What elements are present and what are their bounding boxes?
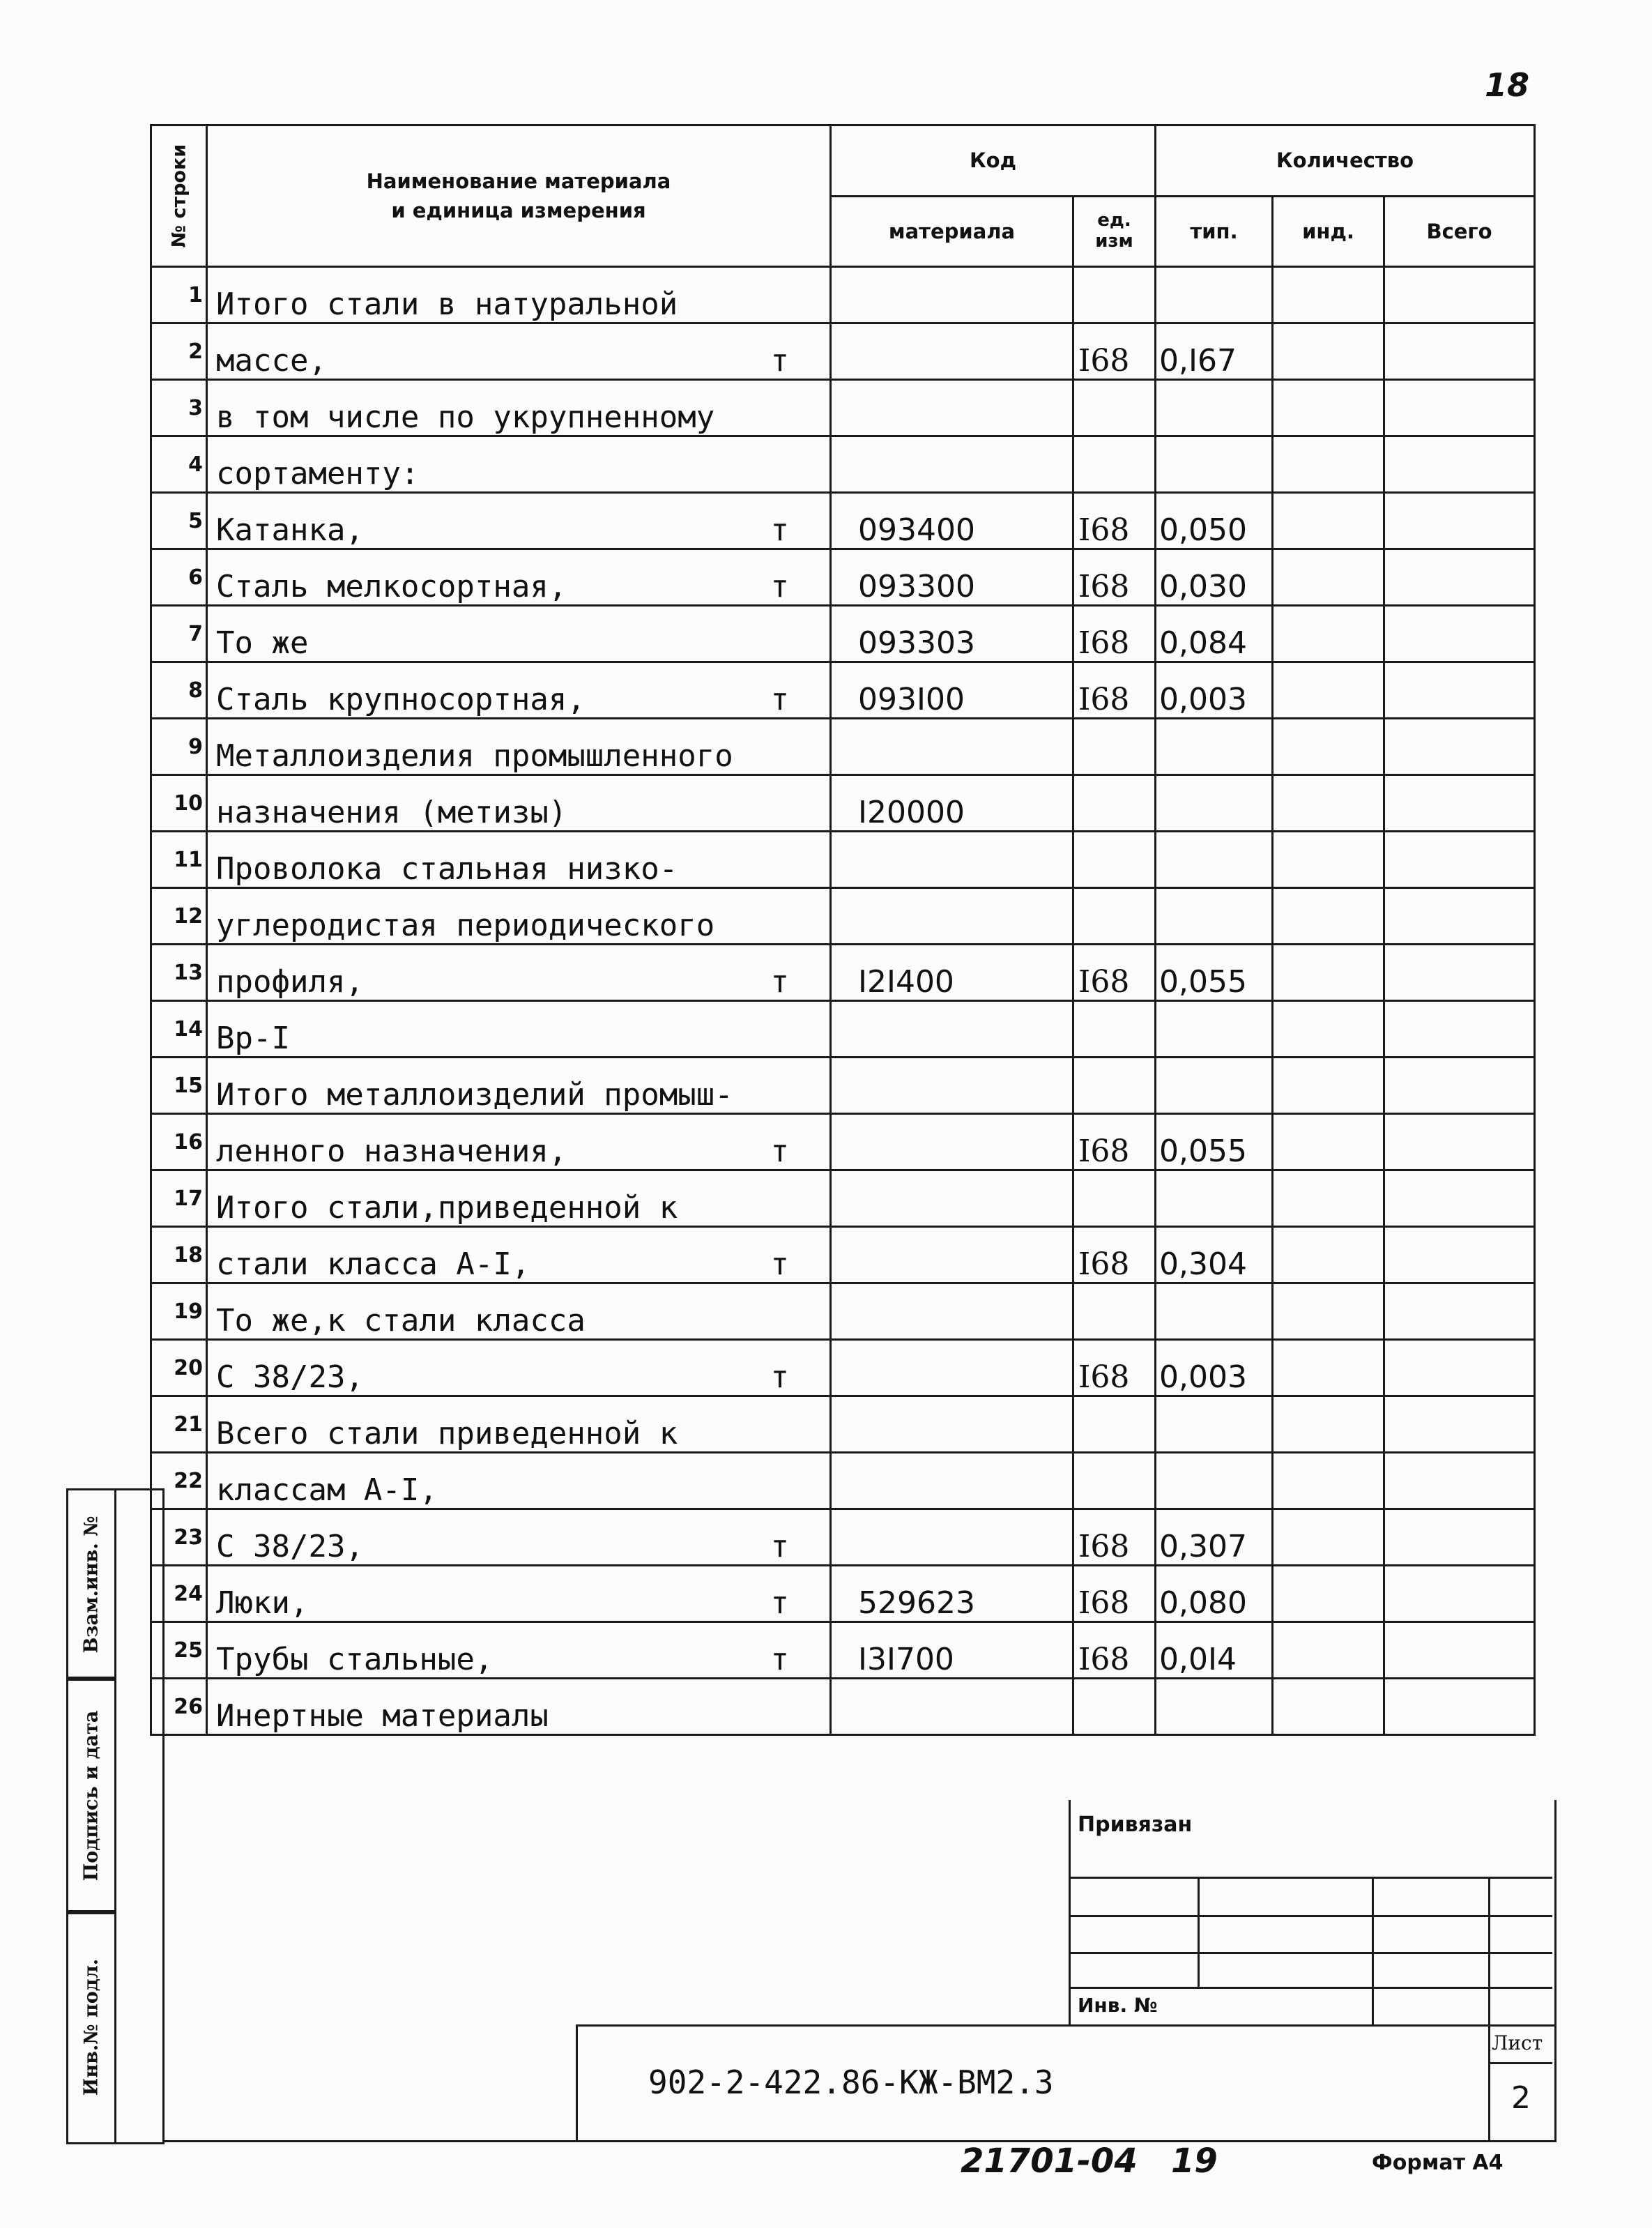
individual-quantity [1273,1001,1384,1058]
material-code [831,267,1073,323]
typical-quantity [1156,436,1273,493]
individual-qty-header: инд. [1273,196,1384,267]
divider [1488,2024,1490,2140]
material-code [831,1340,1073,1396]
unit-code: I68 [1073,549,1156,606]
typical-quantity [1156,719,1273,775]
material-name [207,1283,831,1340]
material-code [831,1679,1073,1735]
material-name [207,1340,831,1396]
unit-code: I68 [1073,1509,1156,1566]
material-name [207,1453,831,1509]
document-number: 902-2-422.86-КЖ-ВМ2.3 [648,2063,1054,2101]
signature-date-cell: Подпись и дата [66,1677,116,1914]
individual-quantity [1273,775,1384,832]
total-quantity [1384,662,1535,719]
material-name-text: Сталь крупносортная, [216,682,586,717]
divider [1488,1877,1490,2024]
row-number: 11 [151,832,207,888]
material-name [207,775,831,832]
material-name-text: ленного назначения, [216,1134,567,1169]
row-number: 9 [151,719,207,775]
material-code: I2I400 [831,945,1073,1001]
table-row [151,1114,1535,1170]
unit-code [1073,1453,1156,1509]
unit-code: I68 [1073,1114,1156,1170]
total-quantity [1384,1509,1535,1566]
individual-quantity [1273,493,1384,549]
individual-quantity [1273,945,1384,1001]
material-name-text: С 38/23, [216,1359,364,1395]
unit-code [1073,380,1156,436]
material-name-text: массе, [216,343,327,379]
table-row [151,1340,1535,1396]
total-quantity [1384,1679,1535,1735]
material-name [207,888,831,945]
table-row [151,662,1535,719]
material-name [207,1114,831,1170]
table-row [151,323,1535,380]
individual-quantity [1273,832,1384,888]
total-quantity [1384,606,1535,662]
material-code [831,1227,1073,1283]
material-name [207,832,831,888]
individual-quantity [1273,1396,1384,1453]
typical-quantity: 0,304 [1156,1227,1273,1283]
material-code [831,1001,1073,1058]
row-number: 13 [151,945,207,1001]
material-code [831,1283,1073,1340]
unit-code [1073,1283,1156,1340]
table-row [151,945,1535,1001]
total-qty-header: Всего [1384,196,1535,267]
unit-of-measure: т [770,343,789,379]
material-name-text: сортаменту: [216,456,420,491]
total-quantity [1384,832,1535,888]
row-number: 17 [151,1170,207,1227]
table-row [151,549,1535,606]
individual-quantity [1273,1340,1384,1396]
typical-quantity [1156,888,1273,945]
row-number: 6 [151,549,207,606]
material-name [207,1509,831,1566]
total-quantity [1384,1114,1535,1170]
unit-code [1073,436,1156,493]
total-quantity [1384,1340,1535,1396]
row-number: 14 [151,1001,207,1058]
unit-of-measure: т [770,1529,789,1564]
material-code: 093300 [831,549,1073,606]
individual-quantity [1273,662,1384,719]
unit-code: I68 [1073,606,1156,662]
material-name [207,662,831,719]
handwritten-number: 21701-04 [961,2142,1138,2181]
typical-quantity: 0,307 [1156,1509,1273,1566]
table-row [151,1170,1535,1227]
row-number: 3 [151,380,207,436]
unit-of-measure: т [770,682,789,717]
material-name [207,549,831,606]
individual-quantity [1273,1283,1384,1340]
sheet-label: Лист [1492,2031,1543,2054]
code-header: Код [831,125,1156,197]
material-name-text: профиля, [216,964,364,1000]
typical-quantity [1156,267,1273,323]
unit-code [1073,1058,1156,1114]
material-name-text: Сталь мелкосортная, [216,569,567,604]
table-row [151,267,1535,323]
typical-quantity: 0,030 [1156,549,1273,606]
row-number: 12 [151,888,207,945]
row-number: 26 [151,1679,207,1735]
unit-code: I68 [1073,1227,1156,1283]
row-number: 15 [151,1058,207,1114]
typical-quantity [1156,832,1273,888]
individual-quantity [1273,1566,1384,1622]
footer-page: 19 [1171,2142,1218,2181]
quantity-header: Количество [1156,125,1535,197]
typical-quantity: 0,003 [1156,1340,1273,1396]
original-inventory-cell: Инв.№ подл. [66,1910,116,2144]
individual-quantity [1273,436,1384,493]
typical-quantity [1156,1679,1273,1735]
unit-code [1073,888,1156,945]
table-row [151,832,1535,888]
material-name-text: Всего стали приведенной к [216,1416,678,1451]
material-name-text: назначения (метизы) [216,795,567,830]
row-number: 4 [151,436,207,493]
divider [1069,1877,1552,1879]
material-code [831,436,1073,493]
sheet-number: 2 [1511,2080,1531,2116]
total-quantity [1384,1283,1535,1340]
table-row [151,1509,1535,1566]
unit-of-measure: т [770,1585,789,1621]
individual-quantity [1273,1622,1384,1679]
total-quantity [1384,1566,1535,1622]
unit-code: I68 [1073,1340,1156,1396]
material-name-text: Проволока стальная низко- [216,851,678,887]
material-code [831,888,1073,945]
individual-quantity [1273,1114,1384,1170]
divider [1372,1877,1374,2024]
table-row [151,1396,1535,1453]
inventory-number-label: Инв. № [1078,1994,1158,2017]
typical-quantity: 0,0I4 [1156,1622,1273,1679]
row-number: 23 [151,1509,207,1566]
total-quantity [1384,945,1535,1001]
row-number: 24 [151,1566,207,1622]
total-quantity [1384,1001,1535,1058]
row-number: 2 [151,323,207,380]
individual-quantity [1273,1509,1384,1566]
divider [1069,1952,1552,1954]
side-strip-column [112,1488,165,2144]
unit-code [1073,719,1156,775]
total-quantity [1384,1170,1535,1227]
typical-quantity [1156,1396,1273,1453]
individual-quantity [1273,323,1384,380]
divider [1069,1987,1552,1989]
table-row [151,436,1535,493]
unit-code [1073,1396,1156,1453]
material-name-text: Вр-I [216,1021,290,1056]
total-quantity [1384,1453,1535,1509]
row-number: 16 [151,1114,207,1170]
material-name [207,1001,831,1058]
row-number: 7 [151,606,207,662]
total-quantity [1384,549,1535,606]
unit-of-measure: т [770,964,789,1000]
typical-quantity: 0,050 [1156,493,1273,549]
individual-quantity [1273,380,1384,436]
total-quantity [1384,1058,1535,1114]
material-name-header: Наименование материала и единица измерения [207,125,831,267]
material-code [831,1453,1073,1509]
typical-quantity: 0,I67 [1156,323,1273,380]
material-name-text: Люки, [216,1585,309,1621]
material-code [831,380,1073,436]
table-row [151,1283,1535,1340]
typical-quantity [1156,1453,1273,1509]
material-name [207,1170,831,1227]
material-code: I3I700 [831,1622,1073,1679]
material-code [831,1170,1073,1227]
material-name [207,323,831,380]
individual-quantity [1273,267,1384,323]
typical-quantity [1156,380,1273,436]
total-quantity [1384,436,1535,493]
format-label: Формат А4 [1372,2151,1504,2175]
typical-quantity: 0,003 [1156,662,1273,719]
individual-quantity [1273,549,1384,606]
typical-quantity [1156,1283,1273,1340]
material-code [831,1509,1073,1566]
unit-of-measure: т [770,1642,789,1677]
individual-quantity [1273,1453,1384,1509]
individual-quantity [1273,1170,1384,1227]
unit-code [1073,1170,1156,1227]
table-row [151,1227,1535,1283]
table-row [151,1566,1535,1622]
material-code: 093303 [831,606,1073,662]
material-code [831,323,1073,380]
typical-quantity: 0,055 [1156,1114,1273,1170]
material-code: 093400 [831,493,1073,549]
divider [1488,2062,1552,2064]
individual-quantity [1273,888,1384,945]
total-quantity [1384,888,1535,945]
row-number: 10 [151,775,207,832]
unit-code [1073,832,1156,888]
typical-quantity [1156,1058,1273,1114]
table-row [151,775,1535,832]
unit-code-header: ед. изм [1073,196,1156,267]
unit-of-measure: т [770,1359,789,1395]
material-code [831,1114,1073,1170]
table-row [151,1058,1535,1114]
replacement-inventory-cell: Взам.инв. № [66,1488,116,1681]
material-name-text: То же [216,625,309,661]
material-name-text: Инертные материалы [216,1698,549,1734]
unit-code: I68 [1073,1566,1156,1622]
material-name-text: Итого стали,приведенной к [216,1190,678,1226]
table-row [151,1453,1535,1509]
total-quantity [1384,1227,1535,1283]
unit-of-measure: т [770,569,789,604]
material-code [831,832,1073,888]
material-code: I20000 [831,775,1073,832]
row-number: 22 [151,1453,207,1509]
material-name-text: классам А-I, [216,1472,438,1508]
material-name-text: Итого стали в натуральной [216,287,678,322]
typical-quantity: 0,080 [1156,1566,1273,1622]
total-quantity [1384,1396,1535,1453]
material-name [207,1058,831,1114]
typical-quantity [1156,1170,1273,1227]
material-name [207,1227,831,1283]
individual-quantity [1273,1679,1384,1735]
individual-quantity [1273,606,1384,662]
material-name-text: Итого металлоизделий промыш- [216,1077,733,1113]
table-row [151,1622,1535,1679]
row-number: 21 [151,1396,207,1453]
material-name [207,436,831,493]
typical-quantity: 0,084 [1156,606,1273,662]
material-name [207,945,831,1001]
divider [1069,1915,1552,1917]
individual-quantity [1273,1227,1384,1283]
material-name-text: Металлоизделия промышленного [216,738,733,774]
material-code-header: материала [831,196,1073,267]
unit-of-measure: т [770,512,789,548]
materials-table [150,124,1536,1736]
total-quantity [1384,323,1535,380]
typical-quantity [1156,775,1273,832]
unit-code [1073,1001,1156,1058]
total-quantity [1384,1622,1535,1679]
privyazan-label: Привязан [1078,1813,1193,1837]
total-quantity [1384,775,1535,832]
unit-code: I68 [1073,945,1156,1001]
row-number: 20 [151,1340,207,1396]
unit-code: I68 [1073,662,1156,719]
material-name [207,606,831,662]
material-code [831,1396,1073,1453]
typical-qty-header: тип. [1156,196,1273,267]
unit-code: I68 [1073,493,1156,549]
divider [1198,1877,1200,1987]
material-name-text: То же,к стали класса [216,1303,586,1338]
material-name-text: С 38/23, [216,1529,364,1564]
material-name-text: Катанка, [216,512,364,548]
unit-code [1073,267,1156,323]
material-name [207,1566,831,1622]
material-name-text: Трубы стальные, [216,1642,494,1677]
total-quantity [1384,719,1535,775]
individual-quantity [1273,1058,1384,1114]
table-row [151,719,1535,775]
unit-code: I68 [1073,1622,1156,1679]
material-name-text: стали класса А-I, [216,1246,530,1282]
material-name [207,719,831,775]
material-name [207,1622,831,1679]
table-row [151,493,1535,549]
page-number: 18 [1485,66,1530,104]
table-row [151,888,1535,945]
material-name-text: углеродистая периодического [216,908,715,943]
unit-of-measure: т [770,1134,789,1169]
unit-code [1073,775,1156,832]
material-code [831,719,1073,775]
unit-of-measure: т [770,1246,789,1282]
row-number: 5 [151,493,207,549]
material-name [207,493,831,549]
material-name [207,1396,831,1453]
material-name-text: в том числе по укрупненному [216,399,715,435]
material-code [831,1058,1073,1114]
typical-quantity [1156,1001,1273,1058]
total-quantity [1384,493,1535,549]
row-number: 19 [151,1283,207,1340]
material-name [207,267,831,323]
table-row [151,606,1535,662]
row-number: 18 [151,1227,207,1283]
row-number-header: № строки [151,125,207,267]
row-number: 8 [151,662,207,719]
individual-quantity [1273,719,1384,775]
row-number: 25 [151,1622,207,1679]
material-name [207,380,831,436]
table-row [151,1001,1535,1058]
material-name [207,1679,831,1735]
material-code: 093I00 [831,662,1073,719]
table-row [151,380,1535,436]
unit-code [1073,1679,1156,1735]
total-quantity [1384,380,1535,436]
unit-code: I68 [1073,323,1156,380]
total-quantity [1384,267,1535,323]
table-row [151,1679,1535,1735]
row-number: 1 [151,267,207,323]
material-code: 529623 [831,1566,1073,1622]
typical-quantity: 0,055 [1156,945,1273,1001]
